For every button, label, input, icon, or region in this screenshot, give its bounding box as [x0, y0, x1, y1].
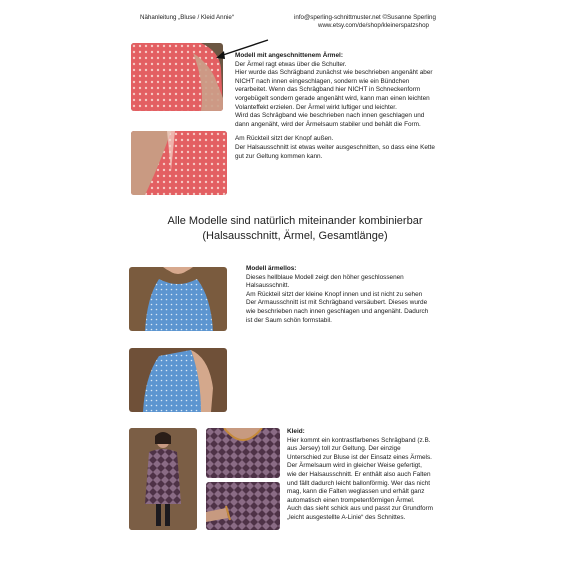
section1-line: vorgebügelt sondern gerade angenäht wird, kann man einen leichten — [235, 94, 430, 102]
page-heading — [100, 214, 490, 243]
section2-line: Der Armausschnitt ist mit Schrägband versäubert. Dieses wurde — [246, 299, 428, 307]
header-title: Nähanleitung „Bluse / Kleid Annie“ — [140, 14, 234, 21]
section1-line: Wird das Schrägband wie beschrieben nach innen geschlagen und — [235, 112, 425, 120]
section3-text — [287, 428, 433, 523]
dress-neckline-photo — [206, 428, 280, 478]
section1-line: Volanteffekt erzielen. Der Ärmel wirkt luftiger und leichter. — [235, 103, 397, 111]
section2-title: Modell ärmellos: — [246, 265, 297, 272]
section1-line: Der Ärmel ragt etwas über die Schulter. — [235, 60, 347, 68]
section2-line: Dieses hellblaue Modell zeigt den höher geschlossenen — [246, 273, 404, 281]
section3-line: „leicht ausgestellte A-Linie“ des Schnittes. — [287, 513, 406, 521]
section1-text — [235, 52, 435, 161]
coral-sleeve-photo-1 — [131, 43, 223, 111]
section1-title: Modell mit angeschnittenem Ärmel: — [235, 52, 343, 59]
header-shop-link[interactable]: www.etsy.com/de/shop/kleinerspatzshop — [318, 22, 429, 29]
section2-line: Am Rückteil sitzt der kleine Knopf innen und ist nicht zu sehen — [246, 290, 423, 298]
section3-line: Unterschied zur Bluse ist der Einsatz eines Ärmels. — [287, 453, 432, 461]
section1-line: Der Halsausschnitt ist etwas weiter ausgeschnitten, so dass eine Kette — [235, 143, 435, 151]
section1-line: dann angenäht, wird der Ärmelsaum stabiler und behält die Form. — [235, 120, 421, 128]
section1-line: gut zur Geltung kommen kann. — [235, 152, 323, 160]
dress-full-photo — [129, 428, 197, 530]
section3-line: aus Jersey) toll zur Geltung. Der einzige — [287, 445, 401, 453]
section3-line: wie der Halsausschnitt. Er enthält also auch Falten — [287, 470, 431, 478]
section2-line: wie beschrieben nach innen geschlagen und angenäht. Dadurch — [246, 307, 429, 315]
heading-line-2: (Halsausschnitt, Ärmel, Gesamtlänge) — [202, 229, 388, 242]
section1-line: verarbeitet. Wenn das Schrägband hier NICHT in Schneckenform — [235, 86, 421, 94]
blue-sleeveless-photo-front — [129, 267, 227, 331]
section2-line: ist der Saum schön formstabil. — [246, 316, 332, 324]
section2-line: Halsausschnitt. — [246, 282, 290, 290]
section3-line: mag, kann die Falten weglassen und erhält ganz — [287, 488, 425, 496]
section3-title: Kleid: — [287, 428, 305, 435]
section1-line: Hier wurde das Schrägband zunächst wie beschrieben angenäht aber — [235, 69, 433, 77]
heading-line-1: Alle Modelle sind natürlich miteinander kombinierbar — [167, 215, 423, 227]
section2-text — [246, 265, 428, 325]
blue-sleeveless-photo-side — [129, 348, 227, 412]
section3-line: automatisch einen trompetenförmigen Ärmel. — [287, 496, 415, 504]
section3-line: und fällt dadurch leicht ballonförmig. Wer das nicht — [287, 479, 431, 487]
dress-sleeve-photo — [206, 482, 280, 530]
section1-line: NICHT nach innen eingeschlagen, sondern wie ein Bündchen — [235, 77, 410, 85]
section1-line: Am Rückteil sitzt der Knopf außen. — [235, 135, 334, 143]
coral-sleeve-photo-2 — [131, 131, 227, 195]
header-email: info@sperling-schnittmuster.net ©Susanne Sperling — [294, 14, 436, 21]
section3-line: Hier kommt ein kontrastfarbenes Schrägband (z.B. — [287, 436, 431, 444]
section3-line: Auch das sieht schick aus und passt zur Grundform — [287, 505, 433, 513]
section3-line: Der Ärmelsaum wird in gleicher Weise gefertigt, — [287, 462, 422, 470]
